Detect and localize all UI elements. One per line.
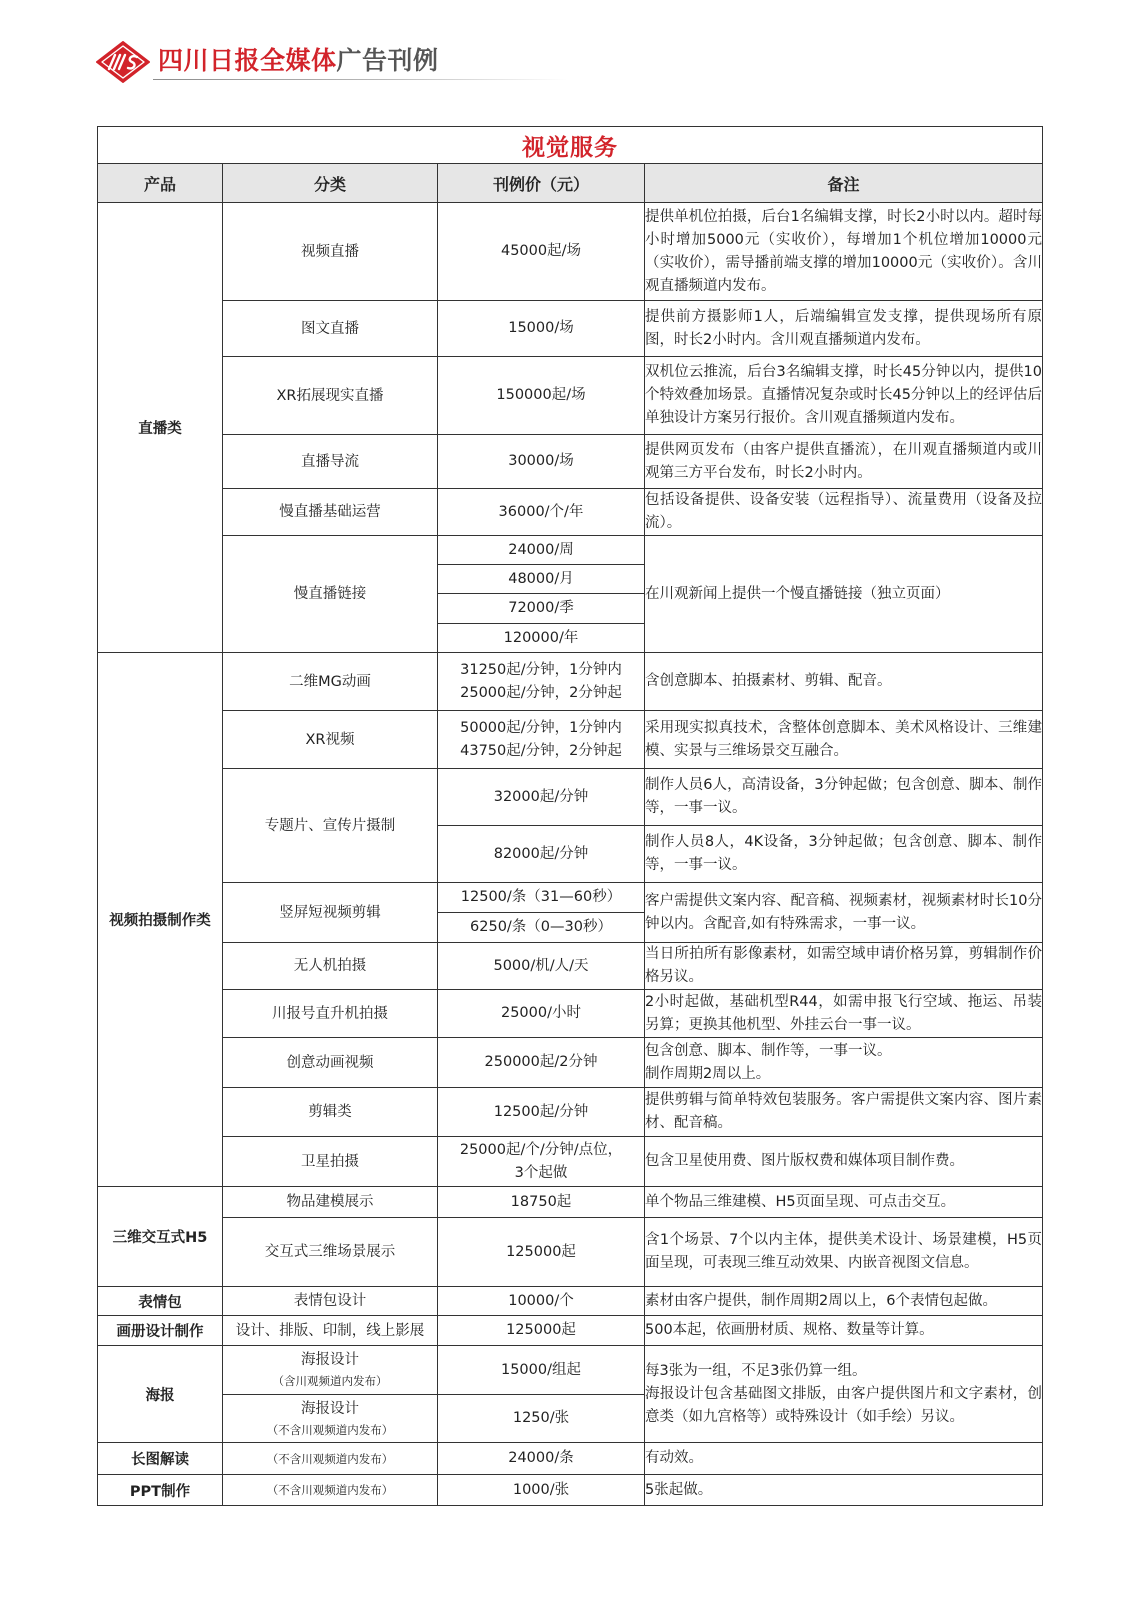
note-cell: 双机位云推流，后台3名编辑支撑，时长45分钟以内，提供10个特效叠加场景。直播情况复杂或时长45分钟以上的经评估后单独设计方案另行报价。含川观直播频道内发布。 xyxy=(645,357,1043,435)
price-line: 3个起做 xyxy=(514,1164,568,1181)
table-row xyxy=(98,489,1043,536)
note-cell: 在川观新闻上提供一个慢直播链接（独立页面） xyxy=(645,536,1043,653)
price-cell: 1250/张 xyxy=(438,1395,645,1443)
price-line: 25000起/个/分钟/点位， xyxy=(459,1141,623,1158)
table-row xyxy=(98,435,1043,489)
table-row xyxy=(98,1218,1043,1287)
category-cell: 二维MG动画 xyxy=(223,653,438,711)
table-title: 视觉服务 xyxy=(98,127,1043,164)
note-cell: 素材由客户提供，制作周期2周以上，6个表情包起做。 xyxy=(645,1287,1043,1316)
category-cell: 创意动画视频 xyxy=(223,1038,438,1088)
product-cell-album: 画册设计制作 xyxy=(98,1316,223,1346)
category-cell: 视频直播 xyxy=(223,203,438,301)
price-cell: 30000/场 xyxy=(438,435,645,489)
price-cell: 45000起/场 xyxy=(438,203,645,301)
table-row xyxy=(98,711,1043,769)
category-cell: 慢直播链接 xyxy=(223,536,438,653)
masthead xyxy=(96,38,576,86)
product-cell-long-image: 长图解读 xyxy=(98,1443,223,1475)
category-cell: 表情包设计 xyxy=(223,1287,438,1316)
note-cell: 含1个场景、7个以内主体，提供美术设计、场景建模，H5页面呈现，可表现三维互动效果、内嵌音视图文信息。 xyxy=(645,1218,1043,1287)
product-cell-ppt: PPT制作 xyxy=(98,1475,223,1506)
table-row xyxy=(98,943,1043,990)
price-cell xyxy=(438,653,645,711)
note-cell: 当日所拍所有影像素材，如需空域申请价格另算，剪辑制作价格另议。 xyxy=(645,943,1043,990)
category-cell: 卫星拍摄 xyxy=(223,1137,438,1187)
price-cell: 150000起/场 xyxy=(438,357,645,435)
note-cell: 2小时起做，基础机型R44，如需申报飞行空域、拖运、吊装另算；更换其他机型、外挂云台一事一议。 xyxy=(645,990,1043,1038)
price-cell: 36000/个/年 xyxy=(438,489,645,536)
price-cell: 6250/条（0—30秒） xyxy=(438,913,645,943)
brand-name: 四川日报全媒体 xyxy=(158,46,337,75)
note-line: 每3张为一组，不足3张仍算一组。 xyxy=(645,1362,867,1379)
table-row xyxy=(98,1475,1043,1506)
masthead-divider xyxy=(153,79,567,80)
note-cell: 单个物品三维建模、H5页面呈现、可点击交互。 xyxy=(645,1187,1043,1218)
price-cell: 125000起 xyxy=(438,1316,645,1346)
logo-graphic xyxy=(96,41,150,83)
note-cell: 提供网页发布（由客户提供直播流），在川观直播频道内或川观第三方平台发布，时长2小时内。 xyxy=(645,435,1043,489)
note-line: 海报设计包含基础图文排版，由客户提供图片和文字素材，创意类（如九宫格等）或特殊设计（如手绘）另议。 xyxy=(645,1385,1042,1425)
price-cell: 82000起/分钟 xyxy=(438,826,645,883)
table-row xyxy=(98,1137,1043,1187)
note-cell: 客户需提供文案内容、配音稿、视频素材，视频素材时长10分钟以内。含配音,如有特殊需求，一事一议。 xyxy=(645,883,1043,943)
category-cell: 图文直播 xyxy=(223,301,438,357)
table-header-row xyxy=(98,164,1043,203)
category-label: 海报设计 xyxy=(301,1352,359,1368)
product-cell-video: 视频拍摄制作类 xyxy=(98,653,223,1187)
category-cell: 直播导流 xyxy=(223,435,438,489)
column-header-product: 产品 xyxy=(98,164,223,203)
price-cell: 24000/周 xyxy=(438,536,645,565)
price-line: 25000起/分钟，2分钟起 xyxy=(460,684,622,701)
price-line: 50000起/分钟，1分钟内 xyxy=(460,719,622,736)
category-sublabel: （不含川观频道内发布） xyxy=(266,1483,394,1497)
price-cell: 12500/条（31—60秒） xyxy=(438,883,645,913)
price-cell: 24000/条 xyxy=(438,1443,645,1475)
note-cell: 5张起做。 xyxy=(645,1475,1043,1506)
note-cell: 含创意脚本、拍摄素材、剪辑、配音。 xyxy=(645,653,1043,711)
note-line: 制作周期2周以上。 xyxy=(645,1065,771,1082)
table-row xyxy=(98,769,1043,826)
price-cell: 10000/个 xyxy=(438,1287,645,1316)
price-cell: 12500起/分钟 xyxy=(438,1088,645,1137)
price-cell: 15000/组起 xyxy=(438,1346,645,1395)
table-row xyxy=(98,1187,1043,1218)
category-cell: 交互式三维场景展示 xyxy=(223,1218,438,1287)
price-cell xyxy=(438,711,645,769)
brand-suffix: 广告刊例 xyxy=(336,46,439,75)
sichuan-daily-logo-icon xyxy=(96,41,150,83)
table-row xyxy=(98,1038,1043,1088)
table-row xyxy=(98,357,1043,435)
category-cell: 川报号直升机拍摄 xyxy=(223,990,438,1038)
category-sublabel: （不含川观频道内发布） xyxy=(266,1451,394,1466)
note-cell: 制作人员8人，4K设备，3分钟起做；包含创意、脚本、制作等，一事一议。 xyxy=(645,826,1043,883)
price-line: 31250起/分钟，1分钟内 xyxy=(460,661,622,678)
price-cell xyxy=(438,1137,645,1187)
category-cell: 专题片、宣传片摄制 xyxy=(223,769,438,883)
note-cell: 500本起，依画册材质、规格、数量等计算。 xyxy=(645,1316,1043,1346)
price-cell: 120000/年 xyxy=(438,624,645,653)
category-cell: 竖屏短视频剪辑 xyxy=(223,883,438,943)
category-cell: XR拓展现实直播 xyxy=(223,357,438,435)
category-cell: 慢直播基础运营 xyxy=(223,489,438,536)
column-header-price: 刊例价（元） xyxy=(438,164,645,203)
category-cell xyxy=(223,1443,438,1475)
visual-services-rate-table xyxy=(97,126,1043,1506)
masthead-title xyxy=(158,46,439,76)
category-sublabel: （不含川观频道内发布） xyxy=(266,1422,394,1437)
note-cell xyxy=(645,1038,1043,1088)
column-header-note: 备注 xyxy=(645,164,1043,203)
note-cell xyxy=(645,1346,1043,1443)
category-cell: 设计、排版、印制，线上影展 xyxy=(223,1316,438,1346)
price-cell: 72000/季 xyxy=(438,594,645,624)
table-row xyxy=(98,1088,1043,1137)
table-row xyxy=(98,203,1043,301)
note-line: 包含创意、脚本、制作等，一事一议。 xyxy=(645,1042,892,1059)
product-cell-poster: 海报 xyxy=(98,1346,223,1443)
table-title-row xyxy=(98,127,1043,164)
note-cell: 包含卫星使用费、图片版权费和媒体项目制作费。 xyxy=(645,1137,1043,1187)
category-cell xyxy=(223,1475,438,1506)
product-cell-sticker: 表情包 xyxy=(98,1287,223,1316)
note-cell: 提供前方摄影师1人，后端编辑宣发支撑，提供现场所有原图，时长2小时内。含川观直播频道内发布。 xyxy=(645,301,1043,357)
price-cell: 18750起 xyxy=(438,1187,645,1218)
price-line: 43750起/分钟，2分钟起 xyxy=(460,742,622,759)
note-cell: 有动效。 xyxy=(645,1443,1043,1475)
price-cell: 1000/张 xyxy=(438,1475,645,1506)
table-row xyxy=(98,653,1043,711)
category-cell xyxy=(223,1395,438,1443)
category-cell xyxy=(223,1346,438,1395)
table-row xyxy=(98,1316,1043,1346)
table-row xyxy=(98,990,1043,1038)
product-cell-h5: 三维交互式H5 xyxy=(98,1187,223,1287)
table-row xyxy=(98,1443,1043,1475)
price-cell: 25000/小时 xyxy=(438,990,645,1038)
table-row xyxy=(98,1346,1043,1395)
table-row xyxy=(98,883,1043,913)
category-label: 海报设计 xyxy=(301,1400,359,1417)
note-cell: 制作人员6人，高清设备，3分钟起做；包含创意、脚本、制作等，一事一议。 xyxy=(645,769,1043,826)
category-cell: 剪辑类 xyxy=(223,1088,438,1137)
table-row xyxy=(98,1287,1043,1316)
price-cell: 15000/场 xyxy=(438,301,645,357)
price-cell: 48000/月 xyxy=(438,565,645,594)
price-cell: 32000起/分钟 xyxy=(438,769,645,826)
price-cell: 5000/机/人/天 xyxy=(438,943,645,990)
column-header-category: 分类 xyxy=(223,164,438,203)
note-cell: 采用现实拟真技术，含整体创意脚本、美术风格设计、三维建模、实景与三维场景交互融合。 xyxy=(645,711,1043,769)
table-row xyxy=(98,301,1043,357)
table-row xyxy=(98,536,1043,565)
category-cell: 物品建模展示 xyxy=(223,1187,438,1218)
category-sublabel: （含川观频道内发布） xyxy=(272,1374,388,1388)
price-cell: 250000起/2分钟 xyxy=(438,1038,645,1088)
category-cell: XR视频 xyxy=(223,711,438,769)
note-cell: 包括设备提供、设备安装（远程指导）、流量费用（设备及拉流）。 xyxy=(645,489,1043,536)
note-cell: 提供剪辑与简单特效包装服务。客户需提供文案内容、图片素材、配音稿。 xyxy=(645,1088,1043,1137)
product-cell-live: 直播类 xyxy=(98,203,223,653)
price-cell: 125000起 xyxy=(438,1218,645,1287)
category-cell: 无人机拍摄 xyxy=(223,943,438,990)
note-cell: 提供单机位拍摄，后台1名编辑支撑，时长2小时以内。超时每小时增加5000元（实收价），每增加1个机位增加10000元（实收价），需导播前端支撑的增加10000元（实收价）。含川观直播频道内发布。 xyxy=(645,203,1043,301)
